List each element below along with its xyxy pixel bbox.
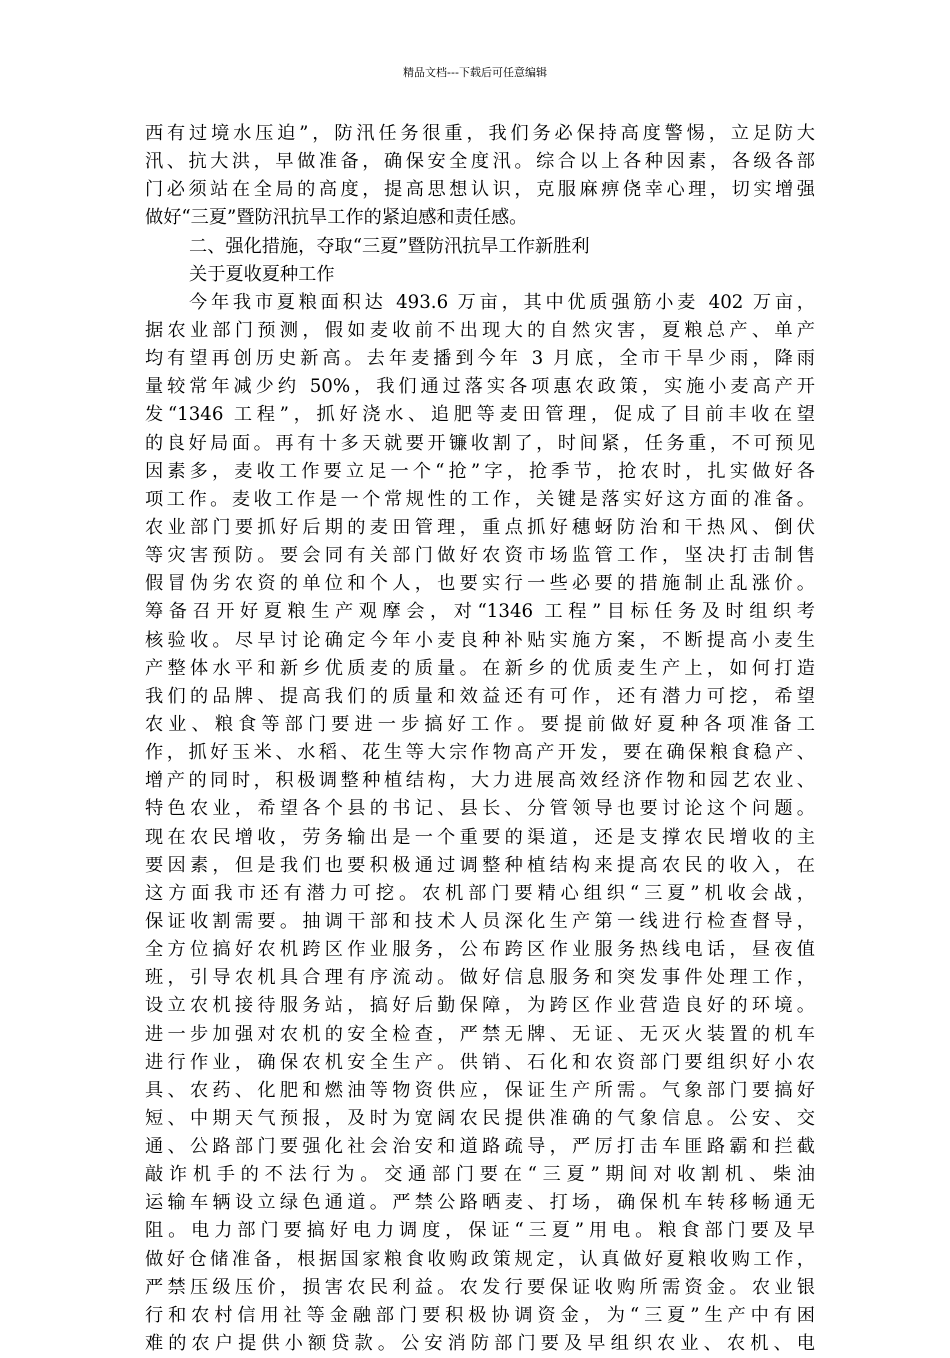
- page-header: 精品文档---下载后可任意编辑: [403, 66, 547, 79]
- text-line: 要因素，但是我们也要积极通过调整种植结构来提高农民的收入，在: [145, 854, 815, 876]
- text-line: 敲诈机手的不法行为。交通部门要在“三夏”期间对收割机、柴油: [145, 1164, 815, 1186]
- text-line: 产整体水平和新乡优质麦的质量。在新乡的优质麦生产上，如何打造: [145, 657, 815, 679]
- text-line: 西有过境水压迫”，防汛任务很重，我们务必保持高度警惕，立足防大: [145, 123, 815, 144]
- text-line: 难的农户提供小额贷款。公安消防部门要及早组织农业、农机、电: [145, 1333, 815, 1355]
- text-line: 短、中期天气预报，及时为宽阔农民提供准确的气象信息。公安、交: [145, 1107, 815, 1129]
- text-line: 均有望再创历史新高。去年麦播到今年 3 月底，全市干旱少雨，降雨: [145, 348, 815, 370]
- text-line: 这方面我市还有潜力可挖。农机部门要精心组织“三夏”机收会战，: [145, 882, 815, 904]
- text-line: 等灾害预防。要会同有关部门做好农资市场监管工作，坚决打击制售: [145, 545, 815, 567]
- text-line: 农业、粮食等部门要进一步搞好工作。要提前做好夏种各项准备工: [145, 713, 815, 735]
- text-line: 具、农药、化肥和燃油等物资供应，保证生产所需。气象部门要搞好: [145, 1079, 815, 1101]
- text-line: 班，引导农机具合理有序流动。做好信息服务和突发事件处理工作，: [145, 967, 815, 989]
- text-line: 进行作业，确保农机安全生产。供销、石化和农资部门要组织好小农: [145, 1051, 815, 1073]
- text-line: 核验收。尽早讨论确定今年小麦良种补贴实施方案，不断提高小麦生: [145, 629, 815, 651]
- text-line: 二、强化措施，夺取“三夏”暨防汛抗旱工作新胜利: [189, 235, 590, 257]
- text-line: 进一步加强对农机的安全检查，严禁无牌、无证、无灭火装置的机车: [145, 1023, 815, 1045]
- text-line: 门必须站在全局的高度，提高思想认识，克服麻痹侥幸心理，切实增强: [145, 179, 815, 201]
- text-line: 作，抓好玉米、水稻、花生等大宗作物高产开发，要在确保粮食稳产、: [145, 742, 815, 764]
- text-line: 据农业部门预测，假如麦收前不出现大的自然灾害，夏粮总产、单产: [145, 319, 815, 341]
- text-line: 量较常年减少约 50%，我们通过落实各项惠农政策，实施小麦高产开: [145, 376, 815, 398]
- text-line: 农业部门要抓好后期的麦田管理，重点抓好穗蚜防治和干热风、倒伏: [145, 516, 815, 538]
- text-line: 汛、抗大洪，早做准备，确保安全度汛。综合以上各种因素，各级各部: [145, 151, 815, 173]
- text-line: 我们的品牌、提高我们的质量和效益还有可作，还有潜力可挖，希望: [145, 685, 815, 707]
- text-line: 行和农村信用社等金融部门要积极协调资金，为“三夏”生产中有困: [145, 1304, 815, 1326]
- text-line: 做好“三夏”暨防汛抗旱工作的紧迫感和责任感。: [145, 207, 528, 229]
- text-line: 严禁压级压价，损害农民利益。农发行要保证收购所需资金。农业银: [145, 1276, 815, 1298]
- text-line: 做好仓储准备，根据国家粮食收购政策规定，认真做好夏粮收购工作，: [145, 1248, 815, 1270]
- text-line: 筹备召开好夏粮生产观摩会，对“1346 工程”目标任务及时组织考: [145, 601, 815, 623]
- text-line: 的良好局面。再有十多天就要开镰收割了，时间紧，任务重，不可预见: [145, 432, 815, 454]
- text-line: 全方位搞好农机跨区作业服务，公布跨区作业服务热线电话，昼夜值: [145, 939, 815, 961]
- text-line: 特色农业，希望各个县的书记、县长、分管领导也要讨论这个问题。: [145, 798, 815, 820]
- text-line: 项工作。麦收工作是一个常规性的工作，关键是落实好这方面的准备。: [145, 488, 815, 510]
- document-body: [145, 120, 815, 1358]
- text-line: 增产的同时，积极调整种植结构，大力进展高效经济作物和园艺农业、: [145, 770, 815, 792]
- text-line: 今年我市夏粮面积达 493.6 万亩，其中优质强筋小麦 402 万亩，: [189, 291, 815, 313]
- text-line: 运输车辆设立绿色通道。严禁公路晒麦、打场，确保机车转移畅通无: [145, 1192, 815, 1214]
- text-line: 设立农机接待服务站，搞好后勤保障，为跨区作业营造良好的环境。: [145, 995, 815, 1017]
- text-line: 发“1346 工程”，抓好浇水、追肥等麦田管理，促成了目前丰收在望: [145, 404, 815, 426]
- text-line: 因素多，麦收工作要立足一个“抢”字，抢季节，抢农时，扎实做好各: [145, 460, 815, 482]
- text-line: 阻。电力部门要搞好电力调度，保证“三夏”用电。粮食部门要及早: [145, 1220, 815, 1242]
- text-line: 保证收割需要。抽调干部和技术人员深化生产第一线进行检查督导，: [145, 910, 815, 932]
- text-line: 假冒伪劣农资的单位和个人，也要实行一些必要的措施制止乱涨价。: [145, 573, 815, 595]
- text-line: 关于夏收夏种工作: [189, 263, 335, 285]
- text-line: 现在农民增收，劳务输出是一个重要的渠道，还是支撑农民增收的主: [145, 826, 815, 848]
- text-line: 通、公路部门要强化社会治安和道路疏导，严厉打击车匪路霸和拦截: [145, 1136, 815, 1158]
